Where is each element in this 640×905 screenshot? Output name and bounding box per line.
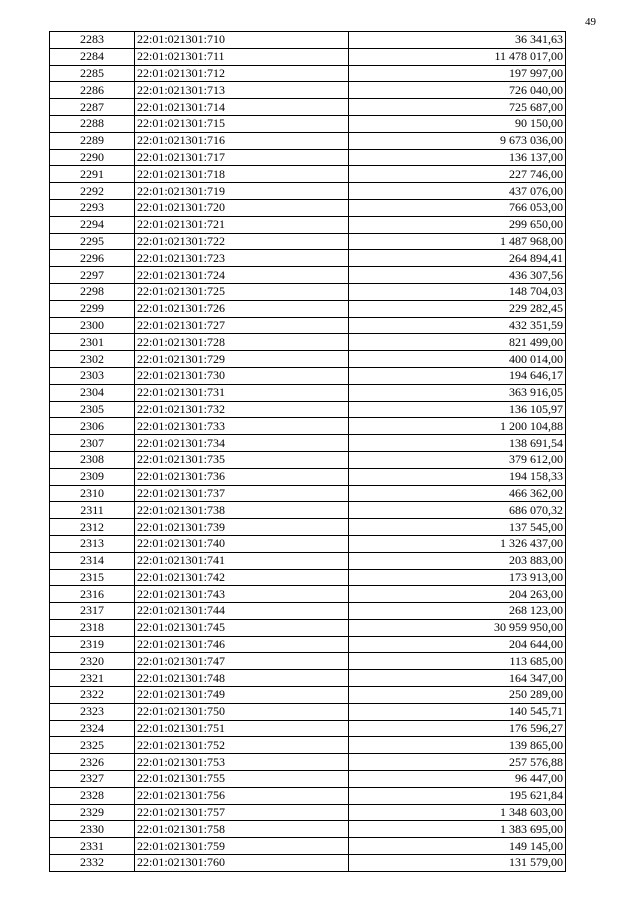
table-row (50, 367, 566, 384)
table-row (50, 166, 566, 183)
cadastral-number-cell: 22:01:021301:720 (135, 199, 349, 216)
page-number: 49 (585, 16, 596, 28)
row-number-cell: 2326 (50, 754, 135, 771)
cadastral-number-cell: 22:01:021301:719 (135, 183, 349, 200)
table-row (50, 233, 566, 250)
cadastral-value-cell: 131 579,00 (349, 855, 566, 872)
table-row (50, 855, 566, 872)
cadastral-number-cell: 22:01:021301:744 (135, 603, 349, 620)
table-row (50, 535, 566, 552)
cadastral-number-cell: 22:01:021301:737 (135, 485, 349, 502)
cadastral-number-cell: 22:01:021301:726 (135, 300, 349, 317)
row-number-cell: 2302 (50, 351, 135, 368)
table-row (50, 619, 566, 636)
cadastral-value-cell: 400 014,00 (349, 351, 566, 368)
row-number-cell: 2292 (50, 183, 135, 200)
cadastral-number-cell: 22:01:021301:717 (135, 149, 349, 166)
table-row (50, 115, 566, 132)
cadastral-value-cell: 139 865,00 (349, 737, 566, 754)
cadastral-number-cell: 22:01:021301:711 (135, 48, 349, 65)
cadastral-value-cell: 466 362,00 (349, 485, 566, 502)
row-number-cell: 2315 (50, 569, 135, 586)
cadastral-value-cell: 1 383 695,00 (349, 821, 566, 838)
cadastral-value-cell: 194 646,17 (349, 367, 566, 384)
row-number-cell: 2291 (50, 166, 135, 183)
table-row (50, 183, 566, 200)
row-number-cell: 2317 (50, 603, 135, 620)
table-row (50, 787, 566, 804)
table-row (50, 351, 566, 368)
cadastral-value-cell: 204 644,00 (349, 636, 566, 653)
cadastral-value-cell: 229 282,45 (349, 300, 566, 317)
cadastral-value-cell: 36 341,63 (349, 32, 566, 49)
table-row (50, 199, 566, 216)
cadastral-value-cell: 299 650,00 (349, 216, 566, 233)
cadastral-value-cell: 149 145,00 (349, 838, 566, 855)
cadastral-number-cell: 22:01:021301:722 (135, 233, 349, 250)
row-number-cell: 2322 (50, 687, 135, 704)
cadastral-value-cell: 197 997,00 (349, 65, 566, 82)
cadastral-value-cell: 140 545,71 (349, 703, 566, 720)
table-row (50, 502, 566, 519)
row-number-cell: 2300 (50, 317, 135, 334)
cadastral-number-cell: 22:01:021301:716 (135, 132, 349, 149)
row-number-cell: 2330 (50, 821, 135, 838)
cadastral-value-cell: 264 894,41 (349, 250, 566, 267)
cadastral-value-table (49, 31, 566, 872)
cadastral-value-cell: 90 150,00 (349, 115, 566, 132)
cadastral-number-cell: 22:01:021301:713 (135, 82, 349, 99)
table-row (50, 267, 566, 284)
row-number-cell: 2284 (50, 48, 135, 65)
row-number-cell: 2283 (50, 32, 135, 49)
table-row (50, 384, 566, 401)
cadastral-value-cell: 113 685,00 (349, 653, 566, 670)
row-number-cell: 2321 (50, 670, 135, 687)
row-number-cell: 2316 (50, 586, 135, 603)
cadastral-number-cell: 22:01:021301:745 (135, 619, 349, 636)
cadastral-number-cell: 22:01:021301:736 (135, 468, 349, 485)
cadastral-value-cell: 250 289,00 (349, 687, 566, 704)
row-number-cell: 2314 (50, 552, 135, 569)
table-row (50, 754, 566, 771)
row-number-cell: 2328 (50, 787, 135, 804)
cadastral-value-cell: 437 076,00 (349, 183, 566, 200)
cadastral-number-cell: 22:01:021301:746 (135, 636, 349, 653)
table-row (50, 216, 566, 233)
row-number-cell: 2288 (50, 115, 135, 132)
row-number-cell: 2296 (50, 250, 135, 267)
row-number-cell: 2318 (50, 619, 135, 636)
cadastral-number-cell: 22:01:021301:758 (135, 821, 349, 838)
cadastral-number-cell: 22:01:021301:725 (135, 283, 349, 300)
cadastral-number-cell: 22:01:021301:730 (135, 367, 349, 384)
row-number-cell: 2308 (50, 451, 135, 468)
row-number-cell: 2332 (50, 855, 135, 872)
cadastral-number-cell: 22:01:021301:734 (135, 435, 349, 452)
table-body (50, 32, 566, 872)
cadastral-number-cell: 22:01:021301:760 (135, 855, 349, 872)
cadastral-number-cell: 22:01:021301:756 (135, 787, 349, 804)
cadastral-value-cell: 1 200 104,88 (349, 418, 566, 435)
cadastral-number-cell: 22:01:021301:714 (135, 99, 349, 116)
table-row (50, 283, 566, 300)
table-row (50, 65, 566, 82)
cadastral-number-cell: 22:01:021301:753 (135, 754, 349, 771)
cadastral-value-cell: 203 883,00 (349, 552, 566, 569)
cadastral-number-cell: 22:01:021301:743 (135, 586, 349, 603)
cadastral-value-cell: 164 347,00 (349, 670, 566, 687)
cadastral-value-cell: 363 916,05 (349, 384, 566, 401)
table-row (50, 519, 566, 536)
table-row (50, 687, 566, 704)
table-row (50, 838, 566, 855)
cadastral-number-cell: 22:01:021301:749 (135, 687, 349, 704)
cadastral-number-cell: 22:01:021301:710 (135, 32, 349, 49)
cadastral-value-cell: 148 704,03 (349, 283, 566, 300)
cadastral-number-cell: 22:01:021301:747 (135, 653, 349, 670)
row-number-cell: 2295 (50, 233, 135, 250)
cadastral-number-cell: 22:01:021301:718 (135, 166, 349, 183)
row-number-cell: 2329 (50, 804, 135, 821)
cadastral-number-cell: 22:01:021301:724 (135, 267, 349, 284)
table-row (50, 132, 566, 149)
cadastral-number-cell: 22:01:021301:741 (135, 552, 349, 569)
cadastral-number-cell: 22:01:021301:739 (135, 519, 349, 536)
cadastral-number-cell: 22:01:021301:750 (135, 703, 349, 720)
table-row (50, 149, 566, 166)
row-number-cell: 2306 (50, 418, 135, 435)
table-row (50, 334, 566, 351)
table-row (50, 82, 566, 99)
cadastral-value-cell: 1 487 968,00 (349, 233, 566, 250)
table-row (50, 418, 566, 435)
table-row (50, 653, 566, 670)
cadastral-value-cell: 96 447,00 (349, 771, 566, 788)
cadastral-number-cell: 22:01:021301:740 (135, 535, 349, 552)
cadastral-number-cell: 22:01:021301:755 (135, 771, 349, 788)
row-number-cell: 2301 (50, 334, 135, 351)
table-row (50, 569, 566, 586)
cadastral-value-cell: 432 351,59 (349, 317, 566, 334)
cadastral-value-cell: 30 959 950,00 (349, 619, 566, 636)
row-number-cell: 2320 (50, 653, 135, 670)
row-number-cell: 2287 (50, 99, 135, 116)
cadastral-value-cell: 766 053,00 (349, 199, 566, 216)
row-number-cell: 2323 (50, 703, 135, 720)
row-number-cell: 2303 (50, 367, 135, 384)
row-number-cell: 2313 (50, 535, 135, 552)
row-number-cell: 2297 (50, 267, 135, 284)
table-row (50, 804, 566, 821)
row-number-cell: 2331 (50, 838, 135, 855)
cadastral-number-cell: 22:01:021301:732 (135, 401, 349, 418)
cadastral-value-cell: 204 263,00 (349, 586, 566, 603)
cadastral-number-cell: 22:01:021301:728 (135, 334, 349, 351)
table-row (50, 48, 566, 65)
cadastral-value-cell: 257 576,88 (349, 754, 566, 771)
row-number-cell: 2299 (50, 300, 135, 317)
table-row (50, 703, 566, 720)
row-number-cell: 2319 (50, 636, 135, 653)
row-number-cell: 2327 (50, 771, 135, 788)
row-number-cell: 2324 (50, 720, 135, 737)
table-row (50, 636, 566, 653)
row-number-cell: 2325 (50, 737, 135, 754)
cadastral-value-cell: 227 746,00 (349, 166, 566, 183)
table-row (50, 670, 566, 687)
table-row (50, 737, 566, 754)
row-number-cell: 2311 (50, 502, 135, 519)
row-number-cell: 2285 (50, 65, 135, 82)
cadastral-value-cell: 379 612,00 (349, 451, 566, 468)
table-row (50, 720, 566, 737)
cadastral-value-cell: 436 307,56 (349, 267, 566, 284)
cadastral-number-cell: 22:01:021301:752 (135, 737, 349, 754)
cadastral-value-cell: 138 691,54 (349, 435, 566, 452)
table-row (50, 603, 566, 620)
cadastral-number-cell: 22:01:021301:757 (135, 804, 349, 821)
table-row (50, 485, 566, 502)
cadastral-number-cell: 22:01:021301:735 (135, 451, 349, 468)
cadastral-value-cell: 136 105,97 (349, 401, 566, 418)
table-row (50, 317, 566, 334)
cadastral-value-cell: 821 499,00 (349, 334, 566, 351)
cadastral-value-cell: 137 545,00 (349, 519, 566, 536)
row-number-cell: 2286 (50, 82, 135, 99)
cadastral-value-cell: 725 687,00 (349, 99, 566, 116)
cadastral-value-cell: 136 137,00 (349, 149, 566, 166)
row-number-cell: 2305 (50, 401, 135, 418)
cadastral-value-cell: 11 478 017,00 (349, 48, 566, 65)
row-number-cell: 2309 (50, 468, 135, 485)
table-row (50, 250, 566, 267)
row-number-cell: 2298 (50, 283, 135, 300)
cadastral-value-cell: 1 348 603,00 (349, 804, 566, 821)
cadastral-number-cell: 22:01:021301:751 (135, 720, 349, 737)
table-row (50, 821, 566, 838)
cadastral-value-cell: 268 123,00 (349, 603, 566, 620)
table-row (50, 300, 566, 317)
row-number-cell: 2289 (50, 132, 135, 149)
row-number-cell: 2312 (50, 519, 135, 536)
row-number-cell: 2290 (50, 149, 135, 166)
table-row (50, 468, 566, 485)
cadastral-value-cell: 176 596,27 (349, 720, 566, 737)
table-row (50, 586, 566, 603)
cadastral-number-cell: 22:01:021301:731 (135, 384, 349, 401)
table-row (50, 451, 566, 468)
table-row (50, 435, 566, 452)
table-row (50, 32, 566, 49)
cadastral-number-cell: 22:01:021301:733 (135, 418, 349, 435)
cadastral-number-cell: 22:01:021301:742 (135, 569, 349, 586)
table-row (50, 99, 566, 116)
cadastral-value-cell: 686 070,32 (349, 502, 566, 519)
cadastral-number-cell: 22:01:021301:748 (135, 670, 349, 687)
cadastral-number-cell: 22:01:021301:729 (135, 351, 349, 368)
cadastral-number-cell: 22:01:021301:712 (135, 65, 349, 82)
table-row (50, 401, 566, 418)
row-number-cell: 2307 (50, 435, 135, 452)
cadastral-number-cell: 22:01:021301:759 (135, 838, 349, 855)
cadastral-value-cell: 1 326 437,00 (349, 535, 566, 552)
cadastral-value-cell: 726 040,00 (349, 82, 566, 99)
cadastral-number-cell: 22:01:021301:723 (135, 250, 349, 267)
row-number-cell: 2310 (50, 485, 135, 502)
cadastral-value-cell: 173 913,00 (349, 569, 566, 586)
row-number-cell: 2304 (50, 384, 135, 401)
row-number-cell: 2293 (50, 199, 135, 216)
table-row (50, 552, 566, 569)
cadastral-value-cell: 9 673 036,00 (349, 132, 566, 149)
cadastral-number-cell: 22:01:021301:715 (135, 115, 349, 132)
cadastral-number-cell: 22:01:021301:721 (135, 216, 349, 233)
cadastral-value-cell: 195 621,84 (349, 787, 566, 804)
cadastral-number-cell: 22:01:021301:738 (135, 502, 349, 519)
cadastral-value-cell: 194 158,33 (349, 468, 566, 485)
row-number-cell: 2294 (50, 216, 135, 233)
cadastral-number-cell: 22:01:021301:727 (135, 317, 349, 334)
table-row (50, 771, 566, 788)
